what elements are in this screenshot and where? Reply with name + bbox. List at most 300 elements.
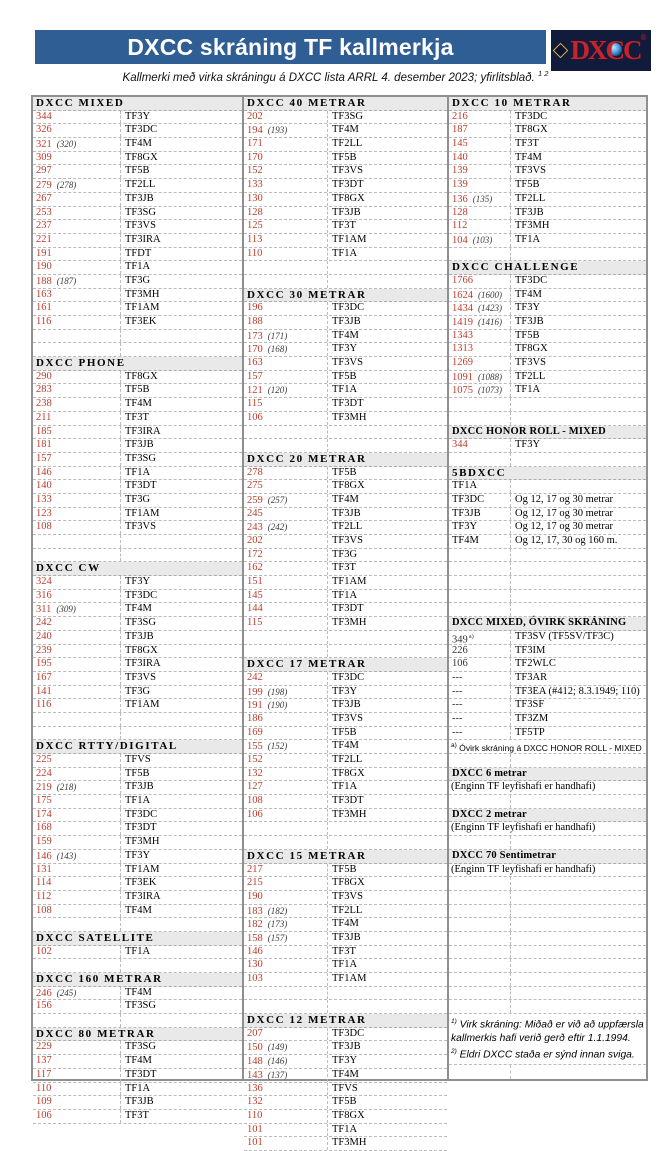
callsign-cell: TF3SG bbox=[125, 452, 156, 464]
number-cell bbox=[449, 289, 511, 302]
callsign-cell: TF3G bbox=[125, 274, 151, 286]
table-row bbox=[33, 891, 242, 905]
number-cell bbox=[33, 302, 121, 315]
table-row bbox=[244, 781, 447, 795]
table-row bbox=[244, 508, 447, 522]
spacer-row bbox=[449, 891, 646, 905]
spacer-callsign-cell bbox=[511, 836, 646, 849]
callsign-cell: TF3MH bbox=[332, 617, 367, 629]
callsign-cell: TF1A bbox=[125, 466, 151, 478]
callsign-cell: TF3IM bbox=[515, 644, 546, 656]
callsign-cell: TF3MH bbox=[332, 1137, 367, 1149]
callsign-cell: TF5B bbox=[515, 329, 540, 341]
callsign-cell: TF3G bbox=[125, 685, 151, 697]
award-count: 1434 bbox=[452, 303, 473, 315]
table-row bbox=[33, 480, 242, 494]
spacer-row bbox=[449, 412, 646, 426]
callsign-cell: TF3JB bbox=[332, 316, 361, 327]
callsign-cell: TF3VS bbox=[332, 535, 363, 546]
previous-count: (309) bbox=[56, 604, 76, 615]
number-cell bbox=[33, 603, 121, 616]
table-row bbox=[244, 138, 447, 152]
number-cell bbox=[244, 480, 328, 493]
callsign-cell: TF4M bbox=[515, 151, 542, 163]
table-row bbox=[449, 672, 646, 686]
callsign-cell: TF3Y bbox=[449, 521, 511, 534]
table-row bbox=[449, 494, 646, 508]
spacer-number-cell bbox=[449, 549, 511, 562]
award-count: 183 bbox=[247, 905, 263, 917]
award-count: 224 bbox=[36, 767, 52, 779]
number-cell bbox=[33, 508, 121, 521]
section-header: DXCC 12 METRAR bbox=[244, 1014, 447, 1028]
award-count: 1766 bbox=[452, 274, 473, 286]
number-cell bbox=[449, 207, 511, 220]
number-cell bbox=[449, 316, 511, 329]
table-row bbox=[449, 234, 646, 248]
note-cell bbox=[511, 480, 646, 493]
table-row bbox=[449, 111, 646, 125]
footnote-marker: 2) bbox=[451, 1048, 457, 1056]
number-cell bbox=[33, 699, 121, 712]
callsign-cell: TF3DT bbox=[332, 398, 364, 410]
number-cell bbox=[33, 576, 121, 589]
spacer-callsign-cell bbox=[511, 959, 646, 972]
table-row bbox=[244, 220, 447, 234]
callsign-cell: TF4M bbox=[332, 124, 359, 136]
callsign-cell: TF3JB bbox=[332, 1041, 361, 1053]
spacer-number-cell bbox=[449, 891, 511, 904]
table-row bbox=[244, 1055, 447, 1069]
callsign-cell: TF3VS bbox=[125, 671, 156, 683]
spacer-row bbox=[244, 645, 447, 659]
previous-count: (187) bbox=[56, 275, 77, 286]
table-row bbox=[33, 1041, 242, 1055]
number-cell bbox=[33, 248, 121, 261]
number-cell bbox=[33, 631, 121, 644]
award-count: 106 bbox=[452, 658, 468, 670]
callsign-cell: TF5B bbox=[332, 370, 357, 382]
table-row bbox=[449, 330, 646, 344]
number-cell bbox=[244, 686, 328, 699]
spacer-callsign-cell bbox=[121, 1014, 242, 1027]
table-row bbox=[244, 864, 447, 878]
spacer-number-cell bbox=[33, 713, 121, 726]
number-cell bbox=[244, 1124, 328, 1137]
number-cell bbox=[33, 850, 121, 863]
callsign-cell: TF3IRA bbox=[125, 890, 161, 902]
callsign-cell: TF3DT bbox=[332, 795, 364, 807]
previous-count: (198) bbox=[267, 686, 288, 697]
spacer-row bbox=[449, 973, 646, 987]
table-row bbox=[33, 453, 242, 467]
number-cell bbox=[33, 384, 121, 397]
callsign-cell: TF4M bbox=[125, 986, 152, 998]
callsign-cell: TF3DC bbox=[515, 110, 548, 122]
table-row bbox=[449, 152, 646, 166]
award-count: 240 bbox=[36, 630, 52, 642]
callsign-cell: TF1AM bbox=[125, 699, 160, 711]
number-cell bbox=[449, 124, 511, 137]
table-row bbox=[33, 261, 242, 275]
table-row bbox=[33, 165, 242, 179]
previous-count: (157) bbox=[267, 932, 288, 943]
callsign-cell: TF3SG bbox=[125, 206, 156, 218]
table-row bbox=[33, 494, 242, 508]
callsign-cell: TF3G bbox=[332, 548, 358, 560]
section-header: DXCC 10 METRAR bbox=[449, 97, 646, 111]
table-row bbox=[33, 822, 242, 836]
number-cell bbox=[33, 946, 121, 959]
award-count: 267 bbox=[36, 192, 52, 204]
table-row bbox=[449, 357, 646, 371]
award-count: 191 bbox=[36, 247, 52, 259]
number-cell bbox=[33, 1069, 121, 1082]
table-row bbox=[449, 302, 646, 316]
number-cell bbox=[449, 631, 511, 644]
award-count: 110 bbox=[247, 1109, 263, 1121]
award-count: 131 bbox=[36, 863, 52, 875]
award-count: 145 bbox=[452, 138, 468, 150]
award-count: 226 bbox=[452, 644, 468, 656]
table-row bbox=[33, 672, 242, 686]
callsign-cell: TF1A bbox=[515, 233, 541, 245]
callsign-cell: TF3DC bbox=[332, 302, 365, 314]
table-row bbox=[33, 371, 242, 385]
callsign-cell: TF8GX bbox=[515, 124, 548, 136]
previous-count: (1416) bbox=[478, 317, 502, 327]
callsign-cell: TF1A bbox=[125, 945, 151, 957]
spacer-callsign-cell bbox=[511, 946, 646, 959]
award-count: 128 bbox=[452, 206, 468, 218]
spacer-number-cell bbox=[244, 836, 328, 849]
number-cell bbox=[449, 727, 511, 740]
award-count: 132 bbox=[247, 1096, 263, 1108]
table-row bbox=[33, 590, 242, 604]
section-header: DXCC 17 METRAR bbox=[244, 658, 447, 672]
number-cell bbox=[244, 576, 328, 589]
number-cell bbox=[244, 412, 328, 425]
table-row bbox=[244, 562, 447, 576]
previous-count: (1423) bbox=[478, 303, 502, 314]
spacer-number-cell bbox=[244, 631, 328, 644]
callsign-cell: TF4M bbox=[125, 603, 152, 615]
number-cell bbox=[33, 521, 121, 534]
callsign-cell: TF3IRA bbox=[125, 658, 161, 670]
spacer-row bbox=[449, 836, 646, 850]
table-row bbox=[244, 946, 447, 960]
callsign-cell: TF3Y bbox=[332, 343, 358, 355]
award-count: 217 bbox=[247, 863, 263, 875]
award-count: 146 bbox=[36, 466, 52, 478]
number-cell bbox=[244, 740, 328, 753]
callsign-cell: TF5B bbox=[332, 466, 357, 478]
spacer-number-cell bbox=[244, 822, 328, 835]
number-cell bbox=[33, 494, 121, 507]
footnotes-block bbox=[449, 1014, 646, 1065]
spacer-callsign-cell bbox=[328, 261, 447, 274]
callsign-cell: TF2LL bbox=[332, 521, 363, 533]
number-cell bbox=[244, 535, 328, 548]
callsign-cell: TF8GX bbox=[125, 151, 158, 163]
number-cell bbox=[244, 1069, 328, 1082]
table-row bbox=[33, 631, 242, 645]
spacer-callsign-cell bbox=[511, 453, 646, 466]
award-count: 167 bbox=[36, 671, 52, 683]
spacer-number-cell bbox=[449, 877, 511, 890]
spacer-number-cell bbox=[33, 330, 121, 343]
callsign-cell: TF1A bbox=[125, 795, 151, 807]
award-count: 1624 bbox=[452, 289, 473, 301]
spacer-number-cell bbox=[33, 727, 121, 740]
number-cell bbox=[244, 1110, 328, 1123]
callsign-cell: TF1A bbox=[332, 247, 358, 259]
spacer-callsign-cell bbox=[328, 275, 447, 288]
callsign-cell: TF4M bbox=[449, 535, 511, 548]
award-count: 170 bbox=[247, 151, 263, 163]
number-cell bbox=[449, 371, 511, 384]
callsign-cell: TF3DT bbox=[125, 1068, 157, 1080]
number-cell bbox=[244, 1028, 328, 1041]
award-count: 102 bbox=[36, 945, 52, 957]
previous-count: (245) bbox=[56, 987, 77, 998]
table-row bbox=[244, 1124, 447, 1138]
award-count: 116 bbox=[36, 699, 52, 711]
table-row bbox=[33, 617, 242, 631]
table-row bbox=[33, 754, 242, 768]
award-count: 349 bbox=[452, 634, 468, 646]
callsign-cell: TF1A bbox=[332, 384, 358, 396]
table-row bbox=[33, 248, 242, 262]
number-cell bbox=[449, 357, 511, 370]
award-count: 133 bbox=[247, 179, 263, 191]
spacer-row bbox=[244, 439, 447, 453]
callsign-cell: TF3JB bbox=[125, 630, 154, 642]
previous-count: (190) bbox=[267, 700, 288, 711]
callsign-cell: TF5TP bbox=[515, 726, 545, 738]
callsign-cell: TF3SG bbox=[332, 110, 363, 122]
callsign-cell: TF3EK bbox=[125, 877, 157, 889]
table-row bbox=[33, 946, 242, 960]
spacer-number-cell bbox=[449, 973, 511, 986]
table-row bbox=[449, 289, 646, 303]
award-count: 116 bbox=[36, 316, 52, 327]
callsign-cell: TF3DC bbox=[125, 589, 158, 601]
spacer-row bbox=[244, 426, 447, 440]
table-row bbox=[33, 220, 242, 234]
callsign-cell: TF3SF bbox=[515, 699, 545, 711]
spacer-row bbox=[449, 562, 646, 576]
number-cell bbox=[244, 1137, 328, 1150]
callsign-cell: TF3DC bbox=[332, 671, 365, 683]
spacer-callsign-cell bbox=[511, 576, 646, 589]
spacer-callsign-cell bbox=[121, 343, 242, 356]
spacer-number-cell bbox=[449, 987, 511, 1000]
award-count: 216 bbox=[452, 110, 468, 122]
number-cell bbox=[33, 371, 121, 384]
table-row bbox=[244, 248, 447, 262]
callsign-cell: TF3VS bbox=[515, 165, 546, 177]
table-row bbox=[244, 905, 447, 919]
callsign-cell: TF2LL bbox=[332, 904, 363, 916]
callsign-cell: TF4M bbox=[125, 1055, 152, 1067]
callsign-cell: TF2LL bbox=[125, 179, 156, 191]
spacer-callsign-cell bbox=[511, 398, 646, 411]
callsign-cell: TF3JB bbox=[515, 316, 544, 327]
award-count: 163 bbox=[36, 288, 52, 300]
spacer-number-cell bbox=[449, 836, 511, 849]
callsign-cell: TF3SG bbox=[125, 1041, 156, 1053]
spacer-number-cell bbox=[449, 576, 511, 589]
award-count: 297 bbox=[36, 165, 52, 177]
table-row bbox=[244, 1137, 447, 1151]
spacer-number-cell bbox=[449, 1000, 511, 1013]
award-count: 155 bbox=[247, 741, 263, 753]
award-count: 168 bbox=[36, 822, 52, 834]
table-row bbox=[244, 330, 447, 344]
table-row bbox=[244, 932, 447, 946]
spacer-callsign-cell bbox=[121, 727, 242, 740]
table-row bbox=[33, 275, 242, 289]
section-header: 5BDXCC bbox=[449, 467, 646, 481]
spacer-row bbox=[449, 932, 646, 946]
previous-count: (1600) bbox=[478, 289, 502, 300]
spacer-callsign-cell bbox=[511, 562, 646, 575]
award-count: 283 bbox=[36, 384, 52, 396]
spacer-row bbox=[449, 1000, 646, 1014]
number-cell bbox=[244, 330, 328, 343]
table-row bbox=[244, 973, 447, 987]
award-count: 110 bbox=[247, 247, 263, 259]
table-row bbox=[33, 850, 242, 864]
spacer-callsign-cell bbox=[121, 535, 242, 548]
number-cell bbox=[33, 672, 121, 685]
previous-count: (152) bbox=[267, 741, 288, 752]
award-count: 170 bbox=[247, 344, 263, 356]
number-cell bbox=[33, 645, 121, 658]
table-row bbox=[33, 1000, 242, 1014]
award-count: 106 bbox=[36, 1109, 52, 1121]
table-row bbox=[449, 439, 646, 453]
callsign-cell: TF1AM bbox=[125, 863, 160, 875]
number-cell bbox=[244, 384, 328, 397]
spacer-row bbox=[449, 398, 646, 412]
number-cell bbox=[33, 111, 121, 124]
callsign-cell: TF3JB bbox=[332, 507, 361, 519]
section-header: DXCC 80 METRAR bbox=[33, 1028, 242, 1042]
award-count: 182 bbox=[247, 919, 263, 931]
spacer-row bbox=[33, 959, 242, 973]
table-row bbox=[449, 343, 646, 357]
previous-count: (171) bbox=[267, 330, 288, 341]
spacer-callsign-cell bbox=[328, 439, 447, 452]
award-count: 101 bbox=[247, 1123, 263, 1135]
previous-count: (168) bbox=[267, 344, 288, 355]
award-count: 117 bbox=[36, 1068, 52, 1080]
number-cell bbox=[244, 891, 328, 904]
table-row bbox=[244, 686, 447, 700]
number-cell bbox=[33, 864, 121, 877]
table-row bbox=[244, 521, 447, 535]
number-cell bbox=[449, 138, 511, 151]
number-cell bbox=[33, 453, 121, 466]
award-count: 145 bbox=[247, 589, 263, 601]
section-header: DXCC 30 METRAR bbox=[244, 289, 447, 303]
table-row bbox=[449, 521, 646, 535]
no-holder-note: (Enginn TF leyfishafi er handhafi) bbox=[449, 822, 646, 836]
callsign-cell: TF3JB bbox=[332, 699, 361, 711]
spacer-row bbox=[244, 1000, 447, 1014]
callsign-cell: TF3T bbox=[515, 138, 539, 150]
callsign-cell: TF3SG bbox=[125, 1000, 156, 1012]
table-row bbox=[33, 426, 242, 440]
table-row bbox=[33, 645, 242, 659]
award-count: 278 bbox=[247, 466, 263, 478]
spacer-row bbox=[449, 603, 646, 617]
table-row bbox=[244, 795, 447, 809]
number-cell bbox=[449, 152, 511, 165]
registered-mark: ® bbox=[640, 33, 647, 42]
callsign-cell: TF3T bbox=[332, 945, 356, 957]
logo-c2: C bbox=[622, 35, 641, 65]
number-cell bbox=[33, 316, 121, 329]
award-count: 143 bbox=[247, 1069, 263, 1081]
table-row bbox=[244, 809, 447, 823]
table-row bbox=[33, 699, 242, 713]
spacer-row bbox=[449, 959, 646, 973]
previous-count: (242) bbox=[267, 522, 288, 533]
table-row bbox=[244, 918, 447, 932]
callsign-cell: TFDT bbox=[125, 247, 152, 259]
section-header: DXCC CHALLENGE bbox=[449, 261, 646, 275]
award-count: 140 bbox=[452, 151, 468, 163]
spacer-number-cell bbox=[33, 549, 121, 562]
number-cell bbox=[33, 179, 121, 192]
number-cell bbox=[33, 781, 121, 794]
table-row bbox=[33, 439, 242, 453]
arrl-diamond-icon bbox=[553, 43, 569, 59]
number-cell bbox=[244, 1083, 328, 1096]
callsign-cell: TF1AM bbox=[125, 507, 160, 519]
table-row bbox=[33, 603, 242, 617]
number-cell bbox=[244, 521, 328, 534]
previous-count: (218) bbox=[56, 782, 77, 793]
footnote-marker: a) bbox=[468, 632, 474, 640]
award-count: 202 bbox=[247, 535, 263, 546]
table-row bbox=[33, 316, 242, 330]
award-count: 309 bbox=[36, 151, 52, 163]
callsign-cell: TF1A bbox=[332, 1123, 358, 1135]
spacer-number-cell bbox=[449, 248, 511, 261]
spacer-callsign-cell bbox=[328, 631, 447, 644]
callsign-cell: TF3JB bbox=[515, 206, 544, 218]
spacer-row bbox=[449, 918, 646, 932]
number-cell bbox=[33, 275, 121, 288]
table-row bbox=[33, 234, 242, 248]
number-cell bbox=[33, 905, 121, 918]
number-cell bbox=[449, 179, 511, 192]
award-count: 125 bbox=[247, 220, 263, 232]
table-row bbox=[244, 494, 447, 508]
spacer-row bbox=[244, 987, 447, 1001]
award-count: 151 bbox=[247, 576, 263, 588]
award-count: 112 bbox=[36, 890, 52, 902]
previous-count: (137) bbox=[267, 1069, 288, 1080]
table-row bbox=[449, 713, 646, 727]
award-count: 150 bbox=[247, 1042, 263, 1054]
award-count: 157 bbox=[36, 452, 52, 464]
spacer-row bbox=[33, 1014, 242, 1028]
